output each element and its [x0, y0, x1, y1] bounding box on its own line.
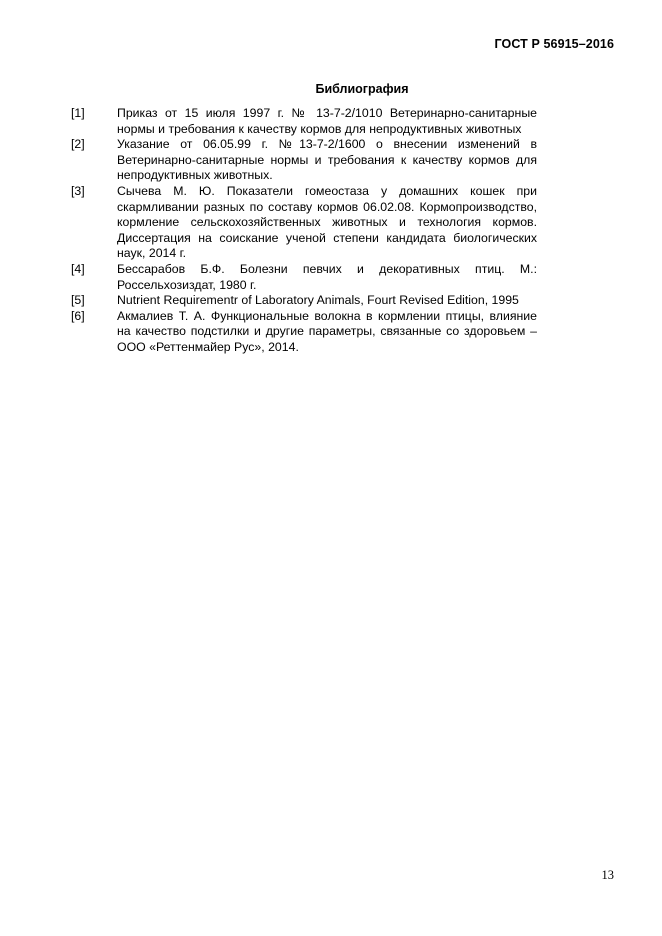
entry-number: [1]: [71, 106, 85, 120]
page-number: 13: [601, 868, 614, 882]
bibliography-entry: [71, 137, 537, 184]
entry-number: [5]: [71, 293, 85, 308]
document-code: ГОСТ Р 56915–2016: [494, 37, 614, 51]
bibliography-entry: [71, 293, 537, 309]
entry-number: [3]: [71, 183, 85, 198]
entry-text: Акмалиев Т. А. Функциональные волокна в кормлении птицы, влияние на качество подстилки и другие параметры, связанные со здоровьем – ООО «Реттенмайер Рус», 2014.: [117, 308, 537, 354]
bibliography-entry: [71, 184, 537, 262]
entry-text: Бессарабов Б.Ф. Болезни певчих и декоративных птиц. М.: Россельхозиздат, 1980 г.: [117, 261, 537, 292]
bibliography-entry: [71, 106, 537, 137]
bibliography-entry: [71, 309, 537, 356]
entry-text: Приказ от 15 июля 1997 г. № 13-7-2/1010 Ветеринарно-санитарные нормы и требования к качеству кормов для непродуктивных животных: [117, 106, 537, 136]
entry-number: [2]: [71, 137, 85, 152]
entry-number: [6]: [71, 308, 85, 323]
entry-text: Указание от 06.05.99 г. №13-7-2/1600 о внесении изменений в Ветеринарно-санитарные нормы и требования к качеству кормов для непродуктивных животных.: [117, 137, 537, 183]
entry-number: [4]: [71, 261, 85, 276]
entry-text: Сычева М. Ю. Показатели гомеостаза у домашних кошек при скармливании разных по составу кормов 06.02.08. Кормопроизводство, кормление сельскохозяйственных животных и технология кормов. Диссертация на соискание ученой степени кандидата биологических наук, 2014 г.: [117, 183, 537, 261]
bibliography-entry: [71, 262, 537, 293]
bibliography-list: [71, 106, 537, 356]
bibliography-title: Библиография: [315, 82, 409, 96]
entry-text: Nutrient Requirementr of Laboratory Animals, Fourt Revised Edition, 1995: [117, 293, 519, 308]
